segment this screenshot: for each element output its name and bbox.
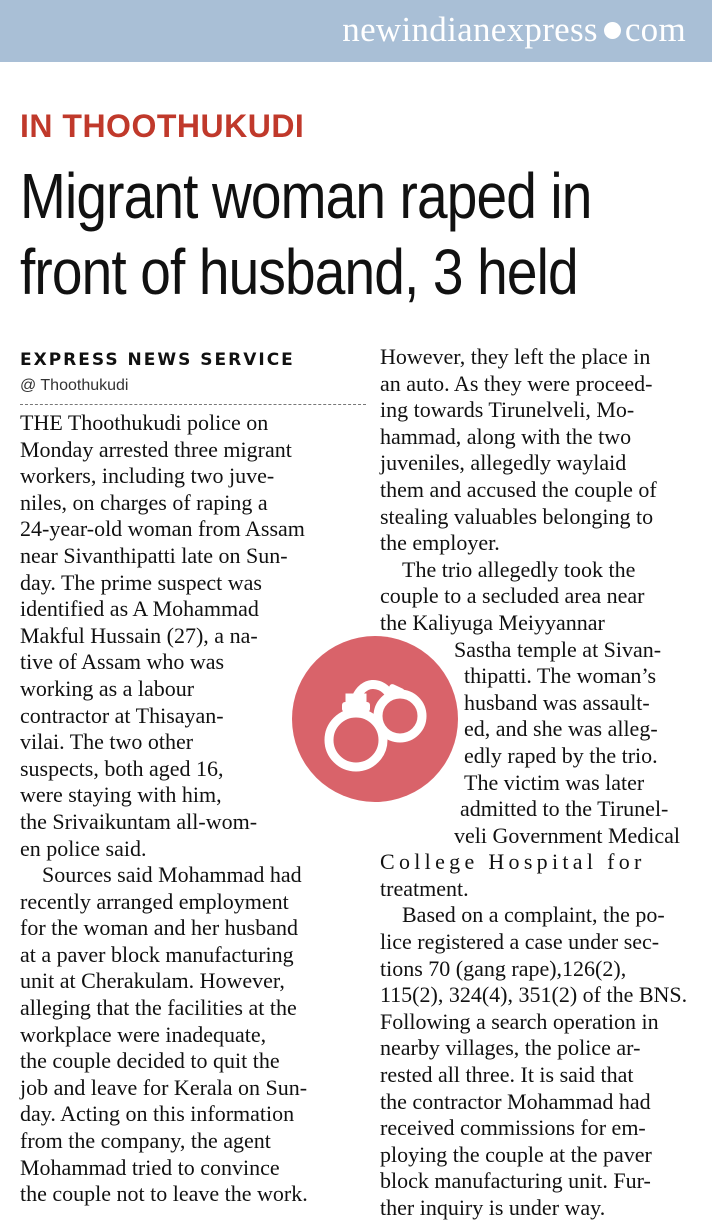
article-line: College Hospital for [380,849,646,875]
article-line: The victim was later [464,769,645,795]
article-line: treatment. [380,875,469,901]
site-name [342,10,686,50]
article-line: The trio allegedly took the [402,556,636,582]
article-line: juveniles, allegedly waylaid [380,450,627,476]
article-line: Mohammad tried to convince [20,1154,280,1180]
article-line: for the woman and her husband [20,915,298,941]
site-name-dot [604,22,621,39]
headline-line-2: front of husband, 3 held [20,236,578,308]
article-line: thipatti. The woman’s [464,663,657,689]
article-line: Following a search operation in [380,1008,659,1034]
article-line: ing towards Tirunelveli, Mo- [380,397,635,423]
article-line: an auto. As they were proceed- [380,370,653,396]
article-line: unit at Cherakulam. However, [20,968,285,994]
handcuffs-icon [292,636,458,802]
article-line: job and leave for Kerala on Sun- [20,1074,308,1100]
article-line: ther inquiry is under way. [380,1195,606,1220]
article-line: them and accused the couple of [380,476,657,502]
article-line: 24-year-old woman from Assam [20,516,305,542]
article-line: veli Government Medical [454,822,681,848]
article-line: the contractor Mohammad had [380,1088,651,1114]
article-line: were staying with him, [20,782,222,808]
article-line: nearby villages, the police ar- [380,1035,641,1061]
article-line: en police said. [20,835,147,861]
article-line: the Kaliyuga Meiyyannar [380,609,605,635]
article-line: hammad, along with the two [380,423,632,449]
article-line: Based on a complaint, the po- [402,902,665,928]
masthead-bar [0,0,712,62]
article-line: identified as A Mohammad [20,596,259,622]
article-line: husband was assault- [464,689,650,715]
article-line: suspects, both aged 16, [20,755,224,781]
article-line: block manufacturing unit. Fur- [380,1168,651,1194]
site-name-left: newindianexpress [342,10,598,49]
article-column-1 [20,410,370,1208]
article-line: from the company, the agent [20,1128,271,1154]
article-line: 115(2), 324(4), 351(2) of the BNS. [380,982,688,1008]
article-line: vilai. The two other [20,729,194,755]
article-line: tions 70 (gang rape),126(2), [380,955,627,981]
article-line: the employer. [380,530,500,556]
article-line: However, they left the place in [380,344,651,369]
article-line: workers, including two juve- [20,463,275,489]
article-line: received commissions for em- [380,1115,646,1141]
article-line: working as a labour [20,675,195,701]
article-line: at a paver block manufacturing [20,941,294,967]
article-line: ed, and she was alleg- [464,716,658,742]
section-kicker: IN THOOTHUKUDI [20,108,305,144]
article-line: alleging that the facilities at the [20,995,297,1021]
handcuffs-icon-graphic [292,636,458,802]
article-line: lice registered a case under sec- [380,929,660,955]
article-line: the couple not to leave the work. [20,1181,308,1207]
headline [20,158,613,310]
article-line: Sources said Mohammad had [42,862,302,888]
article-line: day. Acting on this information [20,1101,295,1127]
dateline: @ Thoothukudi [20,377,129,394]
byline: EXPRESS NEWS SERVICE [20,350,295,370]
site-name-right: com [624,10,686,49]
article-line: rested all three. It is said that [380,1062,634,1088]
article-line: workplace were inadequate, [20,1021,267,1047]
article-line: near Sivanthipatti late on Sun- [20,542,288,568]
article-line: recently arranged employment [20,888,289,914]
article-line: edly raped by the trio. [464,742,658,768]
headline-line-1: Migrant woman raped in [20,160,592,232]
article-line: couple to a secluded area near [380,583,645,609]
article-line: the Srivaikuntam all-wom- [20,808,258,834]
article-line: contractor at Thisayan- [20,702,224,728]
article-line: admitted to the Tirunel- [460,796,669,822]
byline-divider [20,404,366,405]
article-line: Makful Hussain (27), a na- [20,622,258,648]
article-line: THE Thoothukudi police on [20,410,269,435]
article-line: niles, on charges of raping a [20,489,268,515]
article-line: day. The prime suspect was [20,569,262,595]
article-line: Sastha temple at Sivan- [454,636,662,662]
article-line: Monday arrested three migrant [20,436,292,462]
article-line: stealing valuables belonging to [380,503,654,529]
article-line: ploying the couple at the paver [380,1141,652,1167]
article-line: the couple decided to quit the [20,1048,280,1074]
article-line: tive of Assam who was [20,649,225,675]
